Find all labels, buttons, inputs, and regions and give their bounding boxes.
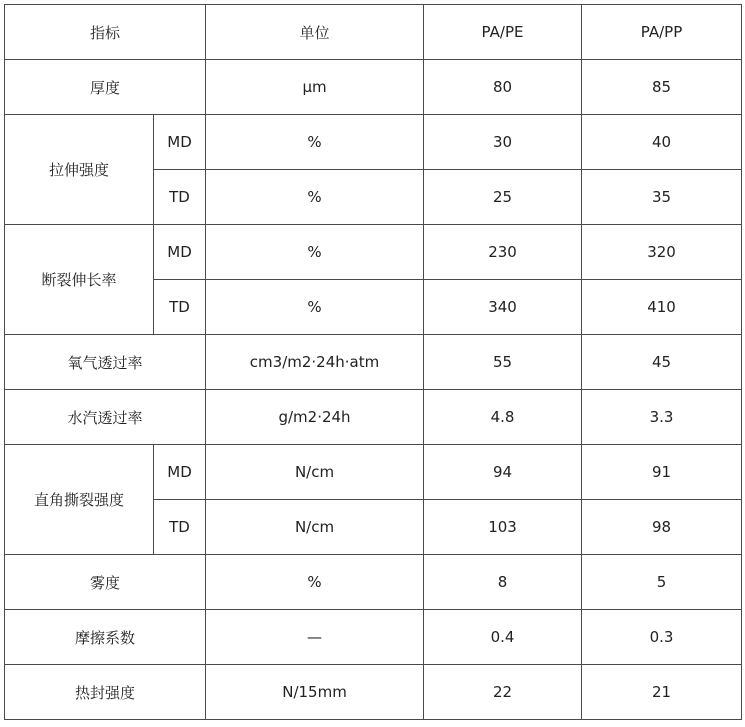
table-row	[5, 115, 742, 170]
unit-cell: μm	[206, 60, 424, 115]
row-label: 直角撕裂强度	[5, 445, 154, 555]
unit-cell: %	[206, 170, 424, 225]
unit-cell: N/cm	[206, 500, 424, 555]
pape-cell: 94	[424, 445, 582, 500]
table-row	[5, 610, 742, 665]
table-row	[5, 665, 742, 720]
papp-cell: 3.3	[582, 390, 742, 445]
direction-cell: TD	[154, 280, 206, 335]
unit-cell: cm3/m2·24h·atm	[206, 335, 424, 390]
papp-cell: 21	[582, 665, 742, 720]
pape-cell: 25	[424, 170, 582, 225]
papp-cell: 410	[582, 280, 742, 335]
direction-cell: MD	[154, 225, 206, 280]
pape-cell: 22	[424, 665, 582, 720]
unit-cell: N/cm	[206, 445, 424, 500]
papp-cell: 85	[582, 60, 742, 115]
papp-cell: 0.3	[582, 610, 742, 665]
properties-table	[4, 4, 742, 720]
header-unit: 单位	[206, 5, 424, 60]
row-label: 断裂伸长率	[5, 225, 154, 335]
pape-cell: 55	[424, 335, 582, 390]
direction-cell: MD	[154, 115, 206, 170]
table-row	[5, 555, 742, 610]
table-row	[5, 225, 742, 280]
pape-cell: 30	[424, 115, 582, 170]
pape-cell: 8	[424, 555, 582, 610]
table-row	[5, 335, 742, 390]
pape-cell: 80	[424, 60, 582, 115]
pape-cell: 340	[424, 280, 582, 335]
unit-cell: %	[206, 280, 424, 335]
row-label: 拉伸强度	[5, 115, 154, 225]
pape-cell: 4.8	[424, 390, 582, 445]
unit-cell: g/m2·24h	[206, 390, 424, 445]
table-row	[5, 390, 742, 445]
row-label: 氧气透过率	[5, 335, 206, 390]
papp-cell: 35	[582, 170, 742, 225]
papp-cell: 91	[582, 445, 742, 500]
table-row	[5, 60, 742, 115]
header-row	[5, 5, 742, 60]
papp-cell: 40	[582, 115, 742, 170]
unit-cell: N/15mm	[206, 665, 424, 720]
row-label: 雾度	[5, 555, 206, 610]
direction-cell: TD	[154, 500, 206, 555]
header-pape: PA/PE	[424, 5, 582, 60]
unit-cell: —	[206, 610, 424, 665]
unit-cell: %	[206, 555, 424, 610]
row-label: 摩擦系数	[5, 610, 206, 665]
direction-cell: MD	[154, 445, 206, 500]
direction-cell: TD	[154, 170, 206, 225]
unit-cell: %	[206, 225, 424, 280]
pape-cell: 230	[424, 225, 582, 280]
row-label: 热封强度	[5, 665, 206, 720]
row-label: 厚度	[5, 60, 206, 115]
pape-cell: 103	[424, 500, 582, 555]
papp-cell: 45	[582, 335, 742, 390]
header-papp: PA/PP	[582, 5, 742, 60]
papp-cell: 5	[582, 555, 742, 610]
table-row	[5, 445, 742, 500]
papp-cell: 320	[582, 225, 742, 280]
pape-cell: 0.4	[424, 610, 582, 665]
row-label: 水汽透过率	[5, 390, 206, 445]
papp-cell: 98	[582, 500, 742, 555]
unit-cell: %	[206, 115, 424, 170]
header-indicator: 指标	[5, 5, 206, 60]
